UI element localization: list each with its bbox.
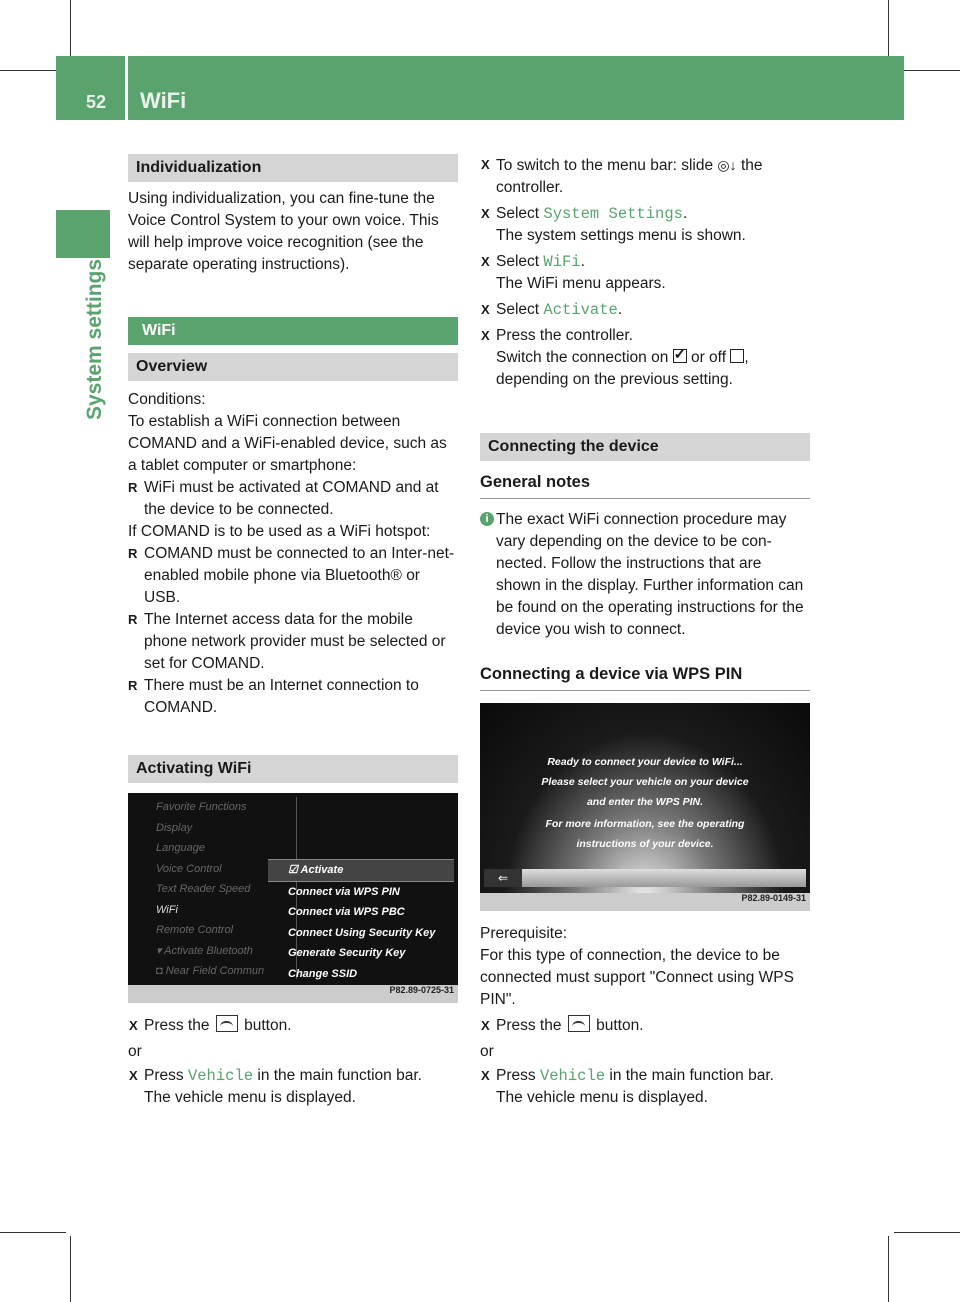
menu-item: ◘ Near Field Commun	[156, 965, 265, 977]
screen-line: Ready to connect your device to WiFi...	[547, 756, 743, 768]
crop-mark	[888, 1236, 889, 1302]
back-icon: ⇐	[484, 869, 522, 887]
hotspot-intro: If COMAND is to be used as a WiFi hotspot:	[128, 523, 431, 540]
step-text: ,	[744, 349, 749, 366]
screen-bottom-bar	[484, 869, 806, 887]
step	[480, 1015, 810, 1037]
crop-mark	[894, 1232, 960, 1233]
figure-caption: P82.89-0725-31	[389, 985, 454, 995]
conditions-label: Conditions:	[128, 391, 206, 408]
menu-item: ▾ Activate Bluetooth	[156, 944, 253, 957]
step	[480, 154, 810, 199]
step	[480, 299, 810, 321]
section-activating-wifi: Activating WiFi	[128, 755, 458, 783]
menu-item: Display	[156, 821, 193, 834]
step-text: the controller.	[496, 157, 763, 196]
screen-line: For more information, see the operating	[545, 818, 745, 830]
step-text: Press	[496, 1067, 536, 1084]
step-text: .	[617, 301, 623, 318]
step-text: Select	[496, 205, 540, 222]
screenshot-wifi-menu	[128, 793, 458, 1003]
section-connecting-device: Connecting the device	[480, 433, 810, 461]
info-icon: i	[480, 512, 494, 526]
section-individualization	[128, 154, 458, 182]
step	[480, 325, 810, 391]
left-column	[128, 154, 458, 1109]
screen-line: Please select your vehicle on your device	[541, 776, 749, 788]
overview-intro: To establish a WiFi connection between COMAND and a WiFi-enabled device, such as a tablet computer or smartphone:	[128, 413, 447, 474]
step	[480, 1065, 810, 1109]
info-text: The exact WiFi connection procedure may vary depending on the device to be con-nected. Follow the instructions that are shown in the display. Further information can be found on the operating instructions for the device you wish to connect.	[496, 511, 804, 638]
screen-line: instructions of your device.	[576, 838, 714, 850]
code-activate: Activate	[543, 301, 618, 319]
section-wifi: WiFi	[128, 317, 458, 345]
step-result: The vehicle menu is displayed.	[496, 1089, 708, 1106]
vehicle-icon	[216, 1015, 238, 1032]
subheading-wps-pin: Connecting a device via WPS PIN	[480, 663, 810, 691]
checkbox-on-icon	[673, 349, 687, 363]
crop-mark	[0, 1232, 66, 1233]
step-text: button.	[596, 1017, 644, 1034]
step-text: in the main function bar.	[609, 1067, 774, 1084]
screen-line: and enter the WPS PIN.	[586, 796, 704, 808]
step-text: .	[580, 253, 585, 270]
subheading-general-notes: General notes	[480, 471, 810, 499]
code-wifi: WiFi	[543, 253, 581, 271]
menu-item: Text Reader Speed	[156, 883, 251, 895]
menu-item: Voice Control	[156, 862, 222, 875]
menu-item: Change SSID	[288, 967, 358, 980]
prerequisite-label: Prerequisite:	[480, 925, 568, 942]
code-system-settings: System Settings	[543, 205, 683, 223]
menu-item: Connect via WPS PBC	[288, 906, 405, 918]
or-label: or	[480, 1043, 494, 1060]
list-item: R WiFi must be activated at COMAND and at the device to be connected.	[128, 477, 458, 521]
step	[480, 203, 810, 247]
step-text: or off	[690, 349, 727, 366]
screenshot-wps-pin	[480, 703, 810, 911]
step	[128, 1015, 458, 1037]
step-text: Press the	[144, 1017, 210, 1034]
heading-individualization: Individualization	[136, 159, 262, 176]
menu-item: Language	[156, 842, 205, 854]
menu-item: Remote Control	[156, 924, 234, 936]
crop-mark	[70, 1236, 71, 1302]
step-text: Press the controller.	[496, 327, 633, 344]
section-overview: Overview	[128, 353, 458, 381]
step	[480, 251, 810, 295]
list-item: R The Internet access data for the mobile phone network provider must be selected or set for COMAND.	[128, 609, 458, 675]
step-text: Press the	[496, 1017, 562, 1034]
code-vehicle: Vehicle	[187, 1067, 254, 1085]
step	[128, 1065, 458, 1109]
step-text: .	[682, 205, 688, 222]
list-item: R There must be an Internet connection to COMAND.	[128, 675, 458, 719]
step-text: Select	[496, 253, 540, 270]
menu-item: Connect Using Security Key	[288, 926, 436, 939]
list-item: R COMAND must be connected to an Inter-net-enabled mobile phone via Bluetooth® or USB.	[128, 543, 458, 609]
step-text: Press	[144, 1067, 184, 1084]
figure-caption: P82.89-0149-31	[741, 893, 806, 903]
step-result: The vehicle menu is displayed.	[144, 1089, 356, 1106]
or-label: or	[128, 1043, 142, 1060]
menu-item: WiFi	[156, 903, 178, 916]
right-column	[480, 154, 810, 1109]
step-result: The WiFi menu appears.	[496, 275, 666, 292]
info-note	[480, 509, 810, 641]
controller-slide-icon: ◎↓	[717, 157, 737, 173]
step-text: To switch to the menu bar: slide	[496, 157, 714, 174]
code-vehicle: Vehicle	[539, 1067, 606, 1085]
prerequisite-text: For this type of connection, the device to be connected must support "Connect using WPS PIN".	[480, 947, 794, 1008]
step-text: Select	[496, 301, 540, 318]
menu-item-activate: ☑ Activate	[268, 859, 454, 882]
side-tab-label: System settings	[83, 258, 106, 420]
step-result: depending on the previous setting.	[496, 371, 733, 388]
step-text: in the main function bar.	[257, 1067, 422, 1084]
menu-item: Connect via WPS PIN	[288, 885, 400, 898]
header-divider	[125, 56, 128, 120]
menu-item: Generate Security Key	[288, 947, 406, 959]
menu-item: Favorite Functions	[156, 801, 247, 813]
individualization-text: Using individualization, you can fine-tune the Voice Control System to your own voice. This will help improve voice recognition (see the separate operating instructions).	[128, 190, 439, 273]
page-number: 52	[86, 92, 107, 112]
vehicle-icon	[568, 1015, 590, 1032]
screen-right-menu	[268, 859, 454, 984]
page-title: WiFi	[140, 88, 187, 113]
step-text: button.	[244, 1017, 292, 1034]
step-text: Switch the connection on	[496, 349, 669, 366]
checkbox-off-icon	[730, 349, 744, 363]
step-result: The system settings menu is shown.	[496, 227, 746, 244]
